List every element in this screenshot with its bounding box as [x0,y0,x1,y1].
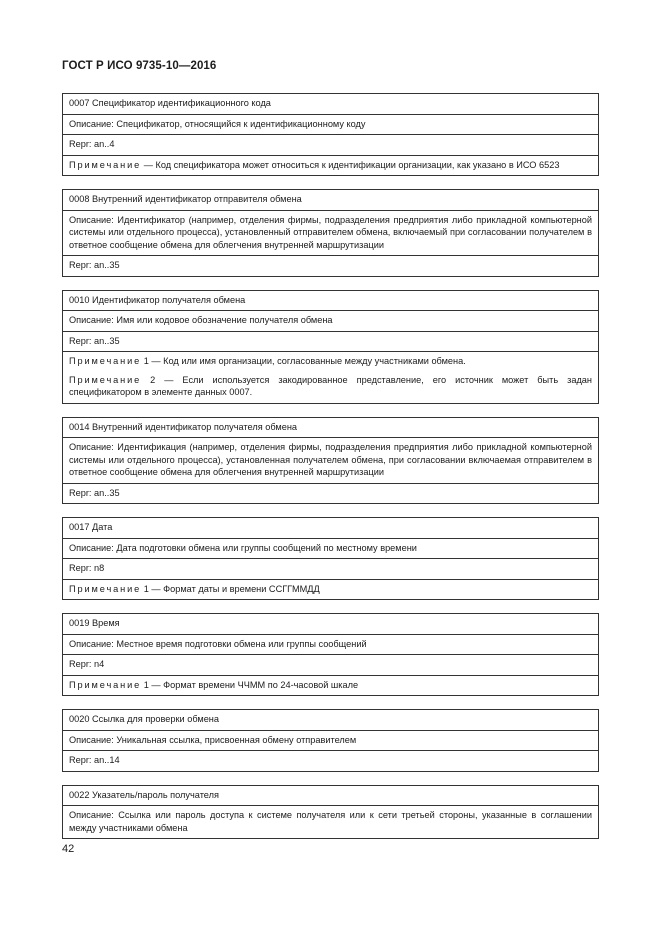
data-element-table [62,785,599,840]
note-text: — Код спецификатора может относиться к идентификации организации, как указано в ИСО 6523 [141,159,560,170]
note-text: 2 — Если используется закодированное представление, его источник может быть задан спецификатором в элементе данных 0007. [69,374,592,397]
element-row: Описание: Дата подготовки обмена или группы сообщений по местному времени [63,538,598,559]
note-paragraph [69,583,592,596]
note-paragraph [69,355,592,368]
element-row: Описание: Уникальная ссылка, присвоенная обмену отправителем [63,730,598,751]
note-label: Примечание [69,159,142,170]
note-label: Примечание [69,356,142,366]
data-element-table [62,417,599,505]
element-title: 0019 Время [69,618,120,628]
note-text: 1 — Код или имя организации, согласованные между участниками обмена. [141,356,466,366]
note-label: Примечание [69,679,142,690]
note-label: Примечание [69,374,142,385]
element-row: Repr: n8 [63,558,598,579]
element-row: Repr: an..14 [63,750,598,771]
note-text: 1 — Формат времени ЧЧММ по 24-часовой шкале [141,679,359,690]
data-element-table [62,709,599,772]
element-row: Repr: n4 [63,654,598,675]
element-note [63,155,598,176]
data-element-table [62,93,599,176]
data-element-table [62,613,599,696]
element-title: 0022 Указатель/пароль получателя [69,789,219,800]
element-note [63,675,598,696]
note-paragraph [69,159,592,172]
element-row: Repr: an..35 [63,483,598,504]
data-element-list [62,93,599,852]
data-element-table [62,189,599,277]
data-element-table [62,290,599,404]
note-paragraph [69,679,592,692]
document-header: ГОСТ Р ИСО 9735-10—2016 [62,60,217,72]
element-row: Repr: an..4 [63,134,598,155]
element-row: Repr: an..35 [63,255,598,276]
element-row: Repr: an..35 [63,331,598,352]
data-element-table [62,517,599,600]
element-title: 0008 Внутренний идентификатор отправителя обмена [69,194,302,204]
note-text: 1 — Формат даты и времени ССГГММДД [141,583,320,594]
element-row: Описание: Спецификатор, относящийся к идентификационному коду [63,114,598,135]
element-title: 0007 Спецификатор идентификационного кода [69,98,271,108]
element-row: Описание: Местное время подготовки обмена или группы сообщений [63,634,598,655]
element-row: Описание: Ссылка или пароль доступа к системе получателя или к сети третьей стороны, указанные в соглашении между участниками обмена [63,805,598,838]
element-row: Описание: Идентификация (например, отделения фирмы, подразделения предприятия либо прикладной компьютерной системы или отдельного процесса), установленная получателем обмена, при согласовании включаемая отправителем в ответное сообщение обмена для облегчения внутренней маршрутизации [63,437,598,483]
element-note [63,351,598,403]
element-row: Описание: Имя или кодовое обозначение получателя обмена [63,310,598,331]
element-title: 0020 Ссылка для проверки обмена [69,714,219,724]
element-title: 0017 Дата [69,522,113,532]
note-paragraph [69,374,592,399]
element-title: 0010 Идентификатор получателя обмена [69,294,246,305]
element-row: Описание: Идентификатор (например, отделения фирмы, подразделения предприятия либо прикладной компьютерной системы или отдельного процесса), установленный отправителем обмена, включаемый при согласовании получателем в ответное сообщение обмена для облегчения внутренней маршрутизации [63,210,598,256]
element-note [63,579,598,600]
note-label: Примечание [69,583,142,594]
page-number: 42 [62,843,75,855]
element-title: 0014 Внутренний идентификатор получателя обмена [69,421,297,432]
